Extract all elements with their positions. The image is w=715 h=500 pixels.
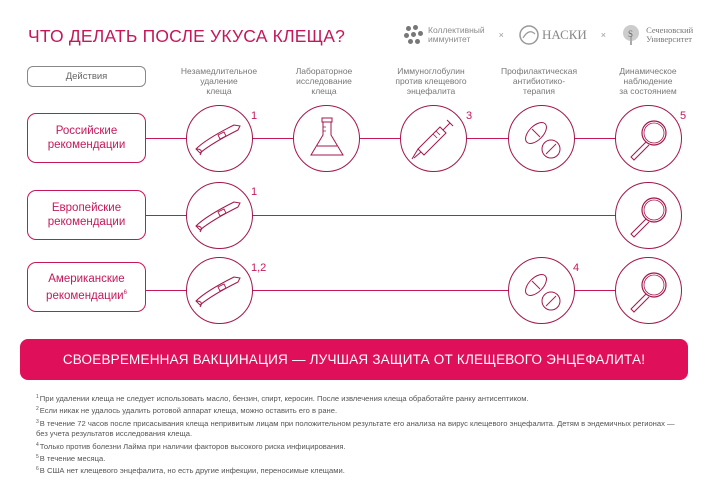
pills-icon xyxy=(512,261,572,321)
footnote-ref: 1 xyxy=(251,110,258,122)
separator: × xyxy=(600,30,607,40)
magnifier-step xyxy=(615,182,682,249)
pills-step xyxy=(508,257,575,324)
tweezers-step xyxy=(186,182,253,249)
logo-kollektivny-immunitet: Коллективный иммунитет xyxy=(404,25,485,45)
column-header-lab-test: Лабораторное исследование клеща xyxy=(295,66,353,96)
pills-step xyxy=(508,105,575,172)
footnote-6: $^6$В США нет клещевого энцефалита, но есть другие инфекции, переносимые клещами. xyxy=(36,466,345,476)
syringe-step xyxy=(400,105,467,172)
magnifier-icon xyxy=(619,186,679,246)
vaccination-banner: СВОЕВРЕМЕННАЯ ВАКЦИНАЦИЯ — ЛУЧШАЯ ЗАЩИТА ОТ КЛЕЩЕВОГО ЭНЦЕФАЛИТА! xyxy=(20,339,688,380)
row-label-russian: Российские рекомендации xyxy=(27,113,146,163)
footnote-ref: 1 xyxy=(251,186,258,198)
footnote-ref: 5 xyxy=(680,110,687,122)
footnote-5: $^5$В течение месяца. xyxy=(36,454,106,464)
footnote-3: $^3$В течение 72 часов после присасывания клеща непривитым лицам при положительном результате его анализа на вирус клещевого энцефалита. Детям в эндемичных регионах — без учета результатов исследования клеща. xyxy=(36,418,675,439)
magnifier-icon xyxy=(619,109,679,169)
actions-header: Действия xyxy=(27,66,146,87)
dots-logo-icon xyxy=(404,25,424,45)
page-title: ЧТО ДЕЛАТЬ ПОСЛЕ УКУСА КЛЕЩА? xyxy=(28,26,346,46)
tweezers-icon xyxy=(190,186,250,246)
column-header-antibiotics: Профилактическая антибиотико- терапия xyxy=(500,66,578,96)
syringe-icon xyxy=(404,109,464,169)
magnifier-step xyxy=(615,105,682,172)
row-label-american: Американские рекомендации$^6$ xyxy=(27,262,146,312)
logo-naski: НАСКИ xyxy=(518,24,587,46)
flask-step xyxy=(293,105,360,172)
separator: × xyxy=(498,30,504,40)
column-header-immunoglobulin: Иммуноглобулин против клещевого энцефалита xyxy=(395,66,467,96)
footnote-ref: 3 xyxy=(466,110,473,122)
tweezers-step xyxy=(186,257,253,324)
tweezers-icon xyxy=(190,109,250,169)
column-header-observation: Динамическое наблюдение за состоянием xyxy=(619,66,677,96)
tweezers-step xyxy=(186,105,253,172)
footnote-2: $^2$Если никак не удалось удалить ротовой аппарат клеща, можно оставить его в ране. xyxy=(36,406,338,416)
magnifier-step xyxy=(615,257,682,324)
logo-sechenov-university: S Сеченовский Университет xyxy=(620,24,693,46)
footnotes xyxy=(36,392,686,477)
magnifier-icon xyxy=(619,261,679,321)
tree-emblem-icon xyxy=(620,24,642,46)
pills-icon xyxy=(512,109,572,169)
footnote-ref: 1,2 xyxy=(251,262,267,274)
footnote-ref: 4 xyxy=(573,262,580,274)
tweezers-icon xyxy=(190,261,250,321)
footnote-1: $^1$При удалении клеща не следует использовать масло, бензин, спирт, керосин. После извлечения клеща обработайте ранку антисептиком. xyxy=(36,394,529,403)
row-label-european: Европейские рекомендации xyxy=(27,190,146,240)
column-header-tick-removal: Незамедлительное удаление клеща xyxy=(180,66,258,96)
svg-text:S: S xyxy=(628,29,634,39)
naski-emblem-icon xyxy=(518,24,540,46)
footnote-4: $^4$Только против болезни Лайма при наличии факторов высокого риска инфицирования. xyxy=(36,441,346,451)
flask-icon xyxy=(297,109,357,169)
partner-logos xyxy=(404,24,693,46)
